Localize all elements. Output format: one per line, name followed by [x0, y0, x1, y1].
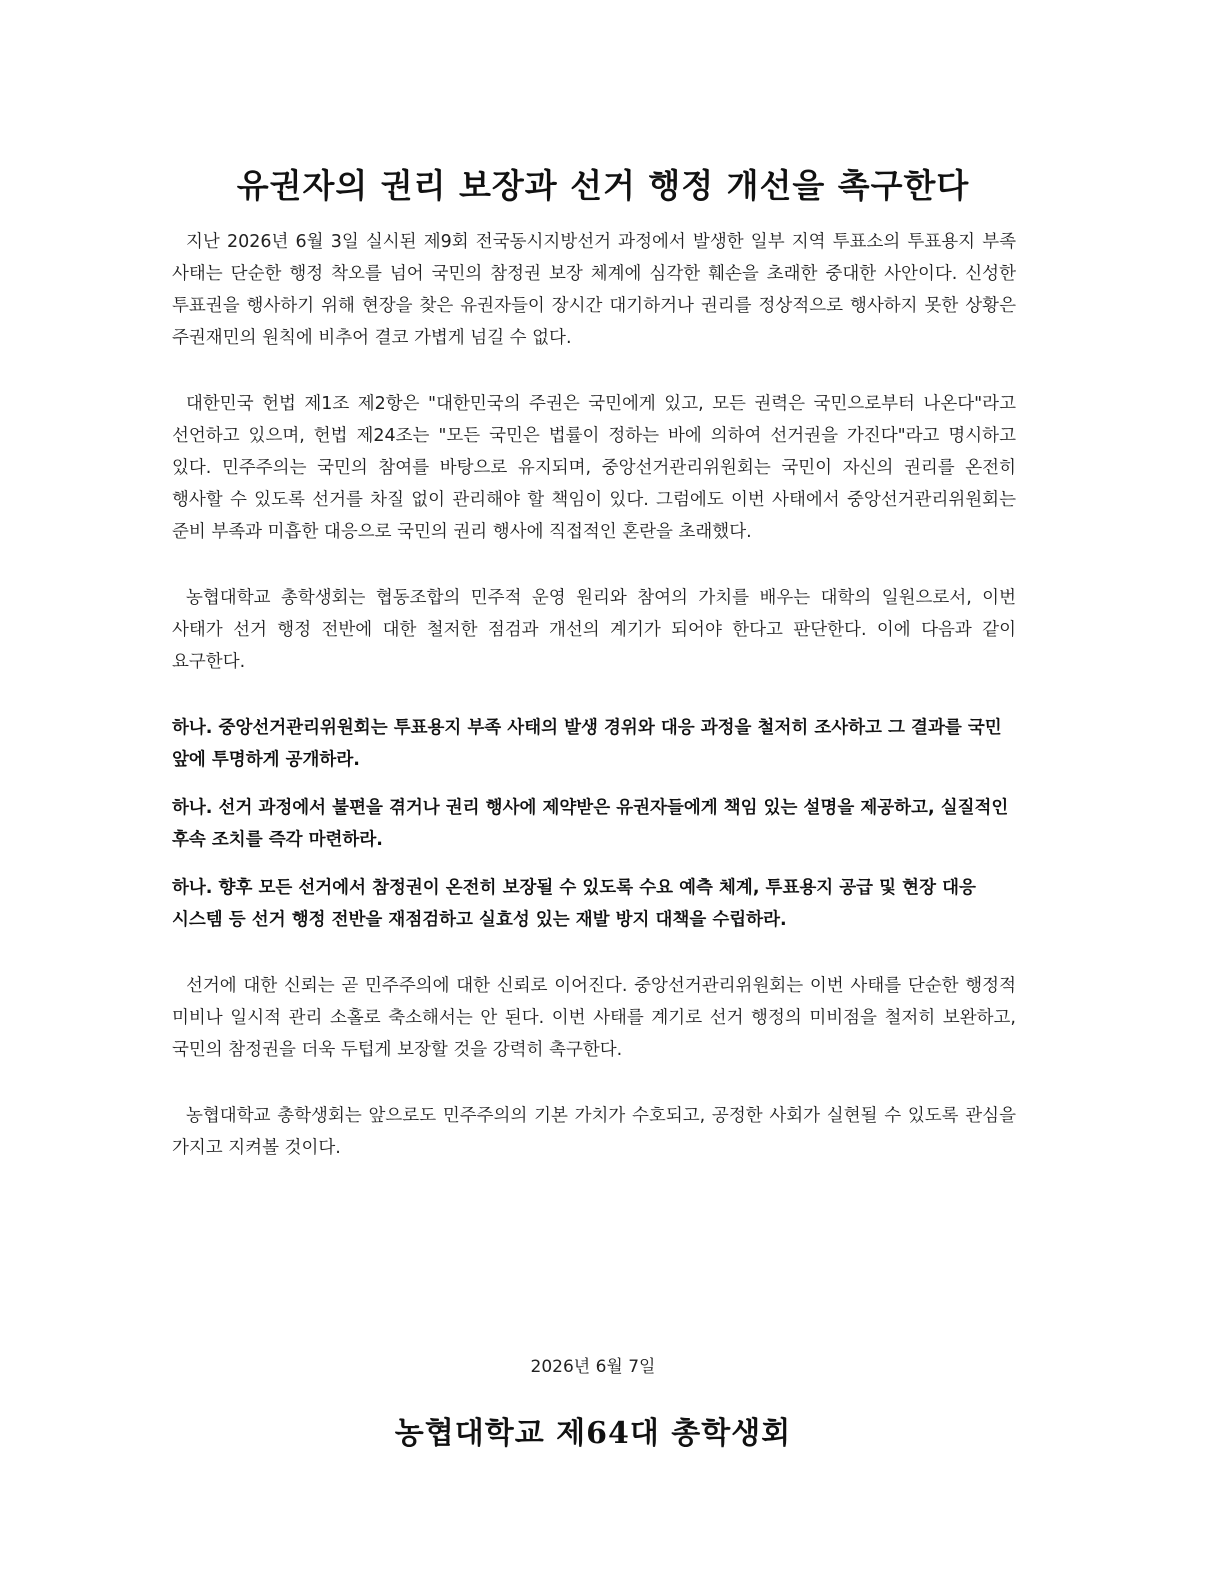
demand-item-1: 하나. 중앙선거관리위원회는 투표용지 부족 사태의 발생 경위와 대응 과정을 철저히 조사하고 그 결과를 국민 앞에 투명하게 공개하라.	[172, 718, 1002, 770]
paragraph-closing: 선거에 대한 신뢰는 곧 민주주의에 대한 신뢰로 이어진다. 중앙선거관리위원회는 이번 사태를 단순한 행정적 미비나 일시적 관리 소홀로 축소해서는 안 된다. 이번 사태를 계기로 선거 행정의 미비점을 철저히 보완하고, 국민의 참정권을 더욱 두텁게 보장할 것을 강력히 촉구한다.	[172, 976, 1016, 1060]
paragraph-commitment: 농협대학교 총학생회는 앞으로도 민주주의의 기본 가치가 수호되고, 공정한 사회가 실현될 수 있도록 관심을 가지고 지켜볼 것이다.	[172, 1106, 1016, 1158]
paragraph-intro: 지난 2026년 6월 3일 실시된 제9회 전국동시지방선거 과정에서 발생한 일부 지역 투표소의 투표용지 부족 사태는 단순한 행정 착오를 넘어 국민의 참정권 보장 체계에 심각한 훼손을 초래한 중대한 사안이다. 신성한 투표권을 행사하기 위해 현장을 찾은 유권자들이 장시간 대기하거나 권리를 정상적으로 행사하지 못한 상황은 주권재민의 원칙에 비추어 결코 가볍게 넘길 수 없다.	[172, 232, 1016, 348]
paragraph-position: 농협대학교 총학생회는 협동조합의 민주적 운영 원리와 참여의 가치를 배우는 대학의 일원으로서, 이번 사태가 선거 행정 전반에 대한 철저한 점검과 개선의 계기가 되어야 한다고 판단한다. 이에 다음과 같이 요구한다.	[172, 588, 1016, 672]
statement-signature: 농협대학교 제64대 총학생회	[394, 1416, 792, 1451]
statement-title: 유권자의 권리 보장과 선거 행정 개선을 촉구한다	[236, 166, 970, 206]
demand-item-3: 하나. 향후 모든 선거에서 참정권이 온전히 보장될 수 있도록 수요 예측 체계, 투표용지 공급 및 현장 대응 시스템 등 선거 행정 전반을 재점검하고 실효성 있는 재발 방지 대책을 수립하라.	[172, 878, 976, 930]
statement-body	[172, 226, 1016, 1198]
demand-item-2: 하나. 선거 과정에서 불편을 겪거나 권리 행사에 제약받은 유권자들에게 책임 있는 설명을 제공하고, 실질적인 후속 조치를 즉각 마련하라.	[172, 798, 1009, 850]
paragraph-constitution: 대한민국 헌법 제1조 제2항은 "대한민국의 주권은 국민에게 있고, 모든 권력은 국민으로부터 나온다"라고 선언하고 있으며, 헌법 제24조는 "모든 국민은 법률이 정하는 바에 의하여 선거권을 가진다"라고 명시하고 있다. 민주주의는 국민의 참여를 바탕으로 유지되며, 중앙선거관리위원회는 국민이 자신의 권리를 온전히 행사할 수 있도록 선거를 차질 없이 관리해야 할 책임이 있다. 그럼에도 이번 사태에서 중앙선거관리위원회는 준비 부족과 미흡한 대응으로 국민의 권리 행사에 직접적인 혼란을 초래했다.	[172, 394, 1016, 542]
statement-date: 2026년 6월 7일	[530, 1357, 656, 1377]
demands-list	[172, 712, 1016, 936]
